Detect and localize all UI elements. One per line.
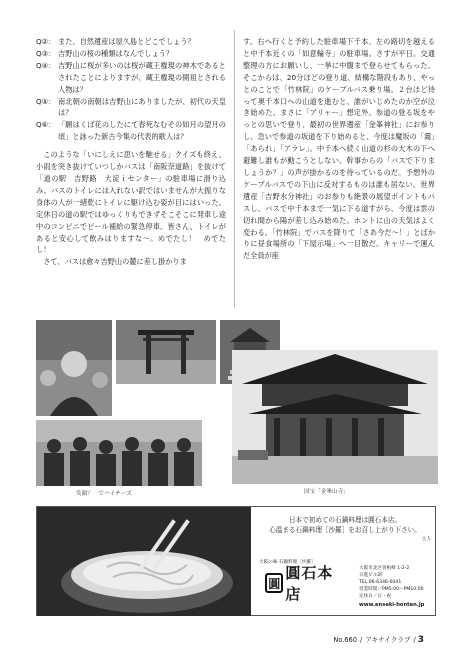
- page-number: 3: [417, 635, 424, 645]
- photo-group-smile: [36, 420, 202, 486]
- quiz-item-3: [36, 48, 226, 60]
- ad-catchphrase-2: 心温まる石鍋料理［沙羅］をお召し上がり下さい。: [269, 526, 421, 534]
- ad-hours: 営業時間／PM5:00〜PM10:00: [359, 587, 424, 592]
- quiz-number: Q⑥：: [36, 120, 56, 130]
- issue-number: No.660: [333, 636, 357, 644]
- quiz-number: Q④：: [36, 60, 56, 70]
- ad-text-block: [259, 515, 431, 608]
- quiz-question: また、自然遺産は屋久島とどこでしょう？: [58, 37, 195, 46]
- body-paragraph: このような「いにしえに思いを馳せる」クイズも終え、小雨を突き抜けていつしかバスは「南阪奈道路」を抜けて「道の駅 吉野路 大淀ｉセンター」の駐車場に滑り込み、バスのトイレには入れない訳ではいませんが大振りな身体の人が一緒乾にトイレに駆け込む姿が目にはいった。定休日の道の駅ではゆっくりもできずそこそこに発車し途中のコンビニでビール補給の緊急停車。皆さん、トイレがあると安心して飲みはりますな～。めでたし！ めでたし！: [36, 150, 226, 255]
- footer-divider: /: [413, 636, 416, 644]
- column-divider: [234, 30, 235, 308]
- magazine-name: アキナイクラブ: [365, 636, 411, 644]
- ad-contact-info: [359, 565, 431, 609]
- ad-address-line-2: 日進ビル2F: [359, 573, 383, 578]
- quiz-question: 吉野山に桜が多いのは桜が蔵王権現の神木であるとされたことによりますが、蔵王権現の開祖とされる人物は？: [58, 60, 226, 94]
- quiz-item-6: [36, 119, 226, 143]
- quiz-item-2: [36, 36, 226, 48]
- quiz-question: 南北朝の南朝は吉野山にありましたが、初代の天皇は？: [58, 96, 226, 118]
- page-footer: [333, 634, 424, 645]
- quiz-number: Q⑤：: [36, 96, 56, 106]
- photo-caption-left: 笑顔？ でハイチーズ: [76, 491, 132, 497]
- quiz-item-4: [36, 60, 226, 96]
- body-paragraph: さて、バスは愈々吉野山の麓に差し掛かりま: [43, 257, 187, 267]
- ad-nabe-photo: [37, 507, 251, 616]
- quiz-item-5: [36, 96, 226, 120]
- restaurant-logo: [265, 564, 343, 603]
- photo-caption-right: 国宝「金峯山寺」: [304, 489, 349, 495]
- right-text-column: [243, 36, 435, 262]
- ad-address-line-1: 大阪市北区曽根崎 1-2-2: [359, 566, 410, 571]
- restaurant-advertisement: [36, 506, 436, 616]
- photo-kinpusen-temple-image: [232, 350, 438, 484]
- footer-divider: /: [359, 636, 363, 644]
- stone-pot-dish-image: [37, 507, 251, 616]
- quiz-number: Q②：: [36, 37, 56, 46]
- quiz-question: 吉野山の桜の種類はなんでしょう？: [58, 48, 174, 58]
- quiz-number: Q③：: [36, 48, 56, 58]
- photo-group-smile-image: [36, 420, 202, 486]
- quiz-question: 「願はくば花のしたにて春死なむその如月の望月の頃」と詠った新古今集の代表的歌人は？: [58, 120, 226, 142]
- photo-kinpusen-temple: [232, 350, 438, 484]
- body-paragraph: す。右へ行くと予約した駐車場下千本、左の路切を越えると中千本近くの「如意輪寺」の駐車場。さすが平日。交通整理の方にお願いし、一挙に中腹まで登らせてもらった。そこからは、20分ほどの登り道、結構な階段もあり、やっとのことで「竹林院」のケーブルバス乗り場。２台ほど待って奥千本口への山道を進むと、誰がいじめたのか空が泣き始めた。まさに「アリャー」想定外。参道の登る坂をやっとの思いで登り、最初の世界遺産「金峯神社」にお参りし、急いで参道の坂道を下り始めると、今度は魔坂の「霧」「あられ」「アラレ」。中千本へ続く山道の杉の大木の下へ避難し誰もが動こうとしない。幹事からの「バスで下りましょうか？」の声が掛かるのを待っているのだ。予想外のケーブルバスでの下山に反対するものは誰も居ない。世界遺産「吉野水分神社」のお参りも絶景の展望ポイントもパスし、バスで中千本まで一気に下る道すがら、今度は雲の切れ間から陽が差し込み始めた。ホントに山の天気はよく変わる。「竹林院」でバスを降りて「さあ今だ～！」とばかりに昼食場所の「下屋示場」へ一目散だ。キャリーで運んだ全員が座: [243, 37, 435, 261]
- restaurant-name: 圓石本店: [285, 564, 334, 603]
- photo-collage: [36, 320, 438, 500]
- photo-group-portrait: [36, 320, 112, 416]
- ad-subtitle: 大阪の味 石鍋料理［沙羅］: [259, 560, 316, 565]
- ad-phone: TEL.06-6346-6041: [359, 580, 402, 585]
- photo-shrine-gate-image: [116, 320, 216, 384]
- ad-website-link[interactable]: www.enseki-honten.jp: [359, 602, 425, 608]
- photo-group-portrait-image: [36, 320, 112, 416]
- ad-holiday: 定休日／日・祝: [359, 594, 392, 599]
- photo-shrine-gate: [116, 320, 216, 384]
- ad-signature: 主人: [421, 537, 431, 542]
- ad-catchphrase-1: 日本で初めての石鍋料理は圓石本店。: [288, 516, 402, 524]
- left-text-column: [36, 36, 226, 268]
- logo-mark-icon: 圓: [265, 573, 283, 593]
